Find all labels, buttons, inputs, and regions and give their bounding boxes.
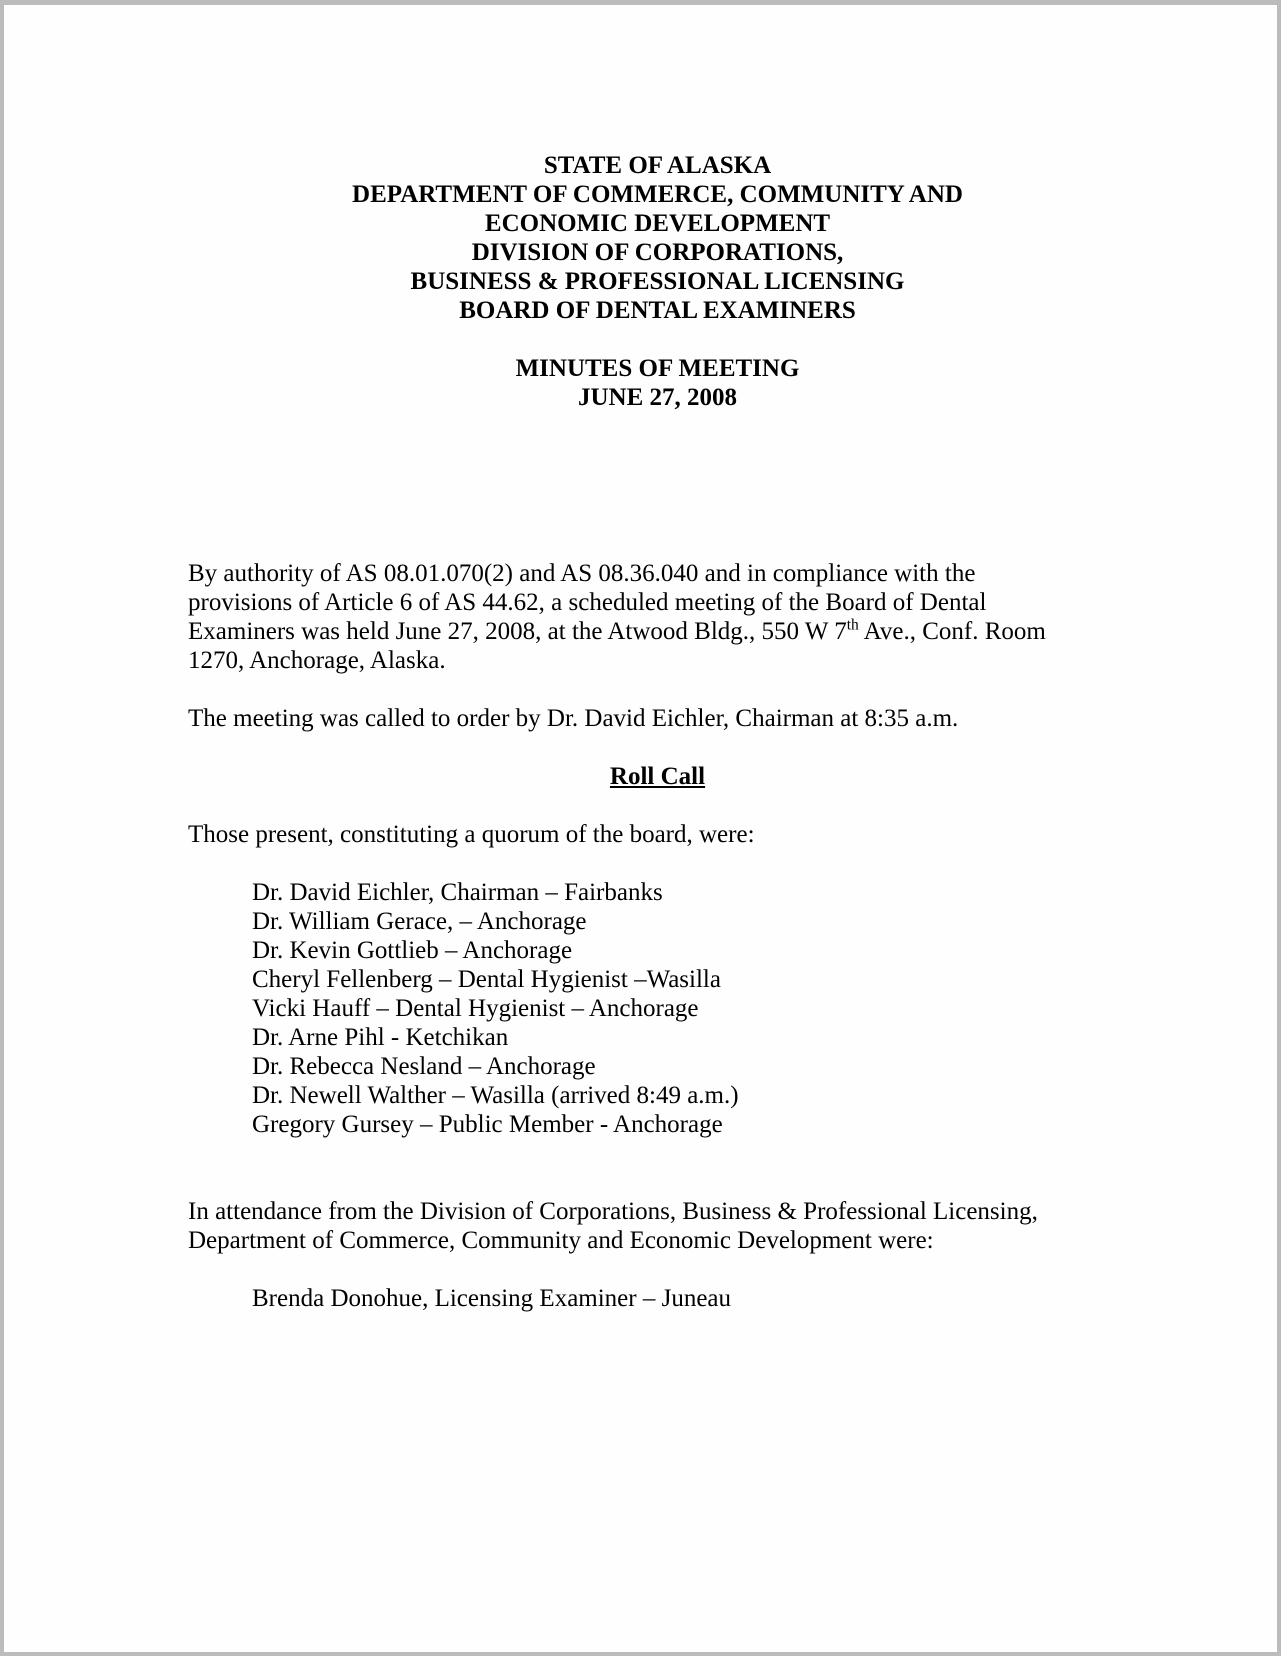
- roll-call-member-list: [252, 878, 1127, 1139]
- staff-member-line: Brenda Donohue, Licensing Examiner – Juneau: [252, 1285, 732, 1312]
- attendance-line: Department of Commerce, Community and Economic Development were:: [188, 1227, 934, 1254]
- page-content: [4, 5, 1277, 1313]
- ordinal-superscript: th: [846, 616, 859, 634]
- letterhead-line-board: BOARD OF DENTAL EXAMINERS: [459, 297, 856, 324]
- attendance-line: In attendance from the Division of Corporations, Business & Professional Licensing,: [188, 1198, 1038, 1225]
- letterhead: [188, 151, 1127, 325]
- meeting-title-block: [188, 354, 1127, 412]
- paragraph-line: 1270, Anchorage, Alaska.: [188, 647, 446, 674]
- called-to-order-line: The meeting was called to order by Dr. David Eichler, Chairman at 8:35 a.m.: [188, 705, 959, 732]
- paragraph-line: provisions of Article 6 of AS 44.62, a scheduled meeting of the Board of Dental: [188, 589, 987, 616]
- roll-call-member: Cheryl Fellenberg – Dental Hygienist –Wasilla: [252, 966, 721, 993]
- roll-call-heading-text: Roll Call: [609, 763, 706, 790]
- roll-call-heading: [188, 762, 1127, 791]
- roll-call-member: Dr. Kevin Gottlieb – Anchorage: [252, 937, 573, 964]
- roll-call-member: Dr. William Gerace, – Anchorage: [252, 908, 587, 935]
- letterhead-line-economic: ECONOMIC DEVELOPMENT: [484, 210, 831, 237]
- roll-call-member: Dr. Arne Pihl - Ketchikan: [252, 1024, 509, 1051]
- roll-call-member: Gregory Gursey – Public Member - Anchorage: [252, 1111, 723, 1138]
- meeting-date: JUNE 27, 2008: [577, 384, 738, 411]
- roll-call-member: Dr. Rebecca Nesland – Anchorage: [252, 1053, 596, 1080]
- roll-call-member: Dr. David Eichler, Chairman – Fairbanks: [252, 879, 663, 906]
- letterhead-line-division: DIVISION OF CORPORATIONS,: [471, 239, 844, 266]
- quorum-intro-line: Those present, constituting a quorum of the board, were:: [188, 821, 755, 848]
- attendance-paragraph: [188, 1197, 1127, 1255]
- meeting-title: MINUTES OF MEETING: [515, 355, 800, 382]
- letterhead-line-department: DEPARTMENT OF COMMERCE, COMMUNITY AND: [352, 181, 963, 208]
- paragraph-line: [188, 617, 1127, 646]
- letterhead-line-state: STATE OF ALASKA: [543, 152, 772, 179]
- paragraph-line: By authority of AS 08.01.070(2) and AS 08.36.040 and in compliance with the: [188, 560, 976, 587]
- letterhead-line-business: BUSINESS & PROFESSIONAL LICENSING: [410, 268, 905, 295]
- authority-paragraph: [188, 559, 1127, 675]
- roll-call-member: Dr. Newell Walther – Wasilla (arrived 8:49 a.m.): [252, 1082, 739, 1109]
- staff-list: [252, 1284, 1127, 1313]
- paragraph-line-text: Examiners was held June 27, 2008, at the Atwood Bldg., 550 W 7: [188, 618, 847, 645]
- roll-call-member: Vicki Hauff – Dental Hygienist – Anchorage: [252, 995, 699, 1022]
- paragraph-line-text: Ave., Conf. Room: [858, 618, 1046, 645]
